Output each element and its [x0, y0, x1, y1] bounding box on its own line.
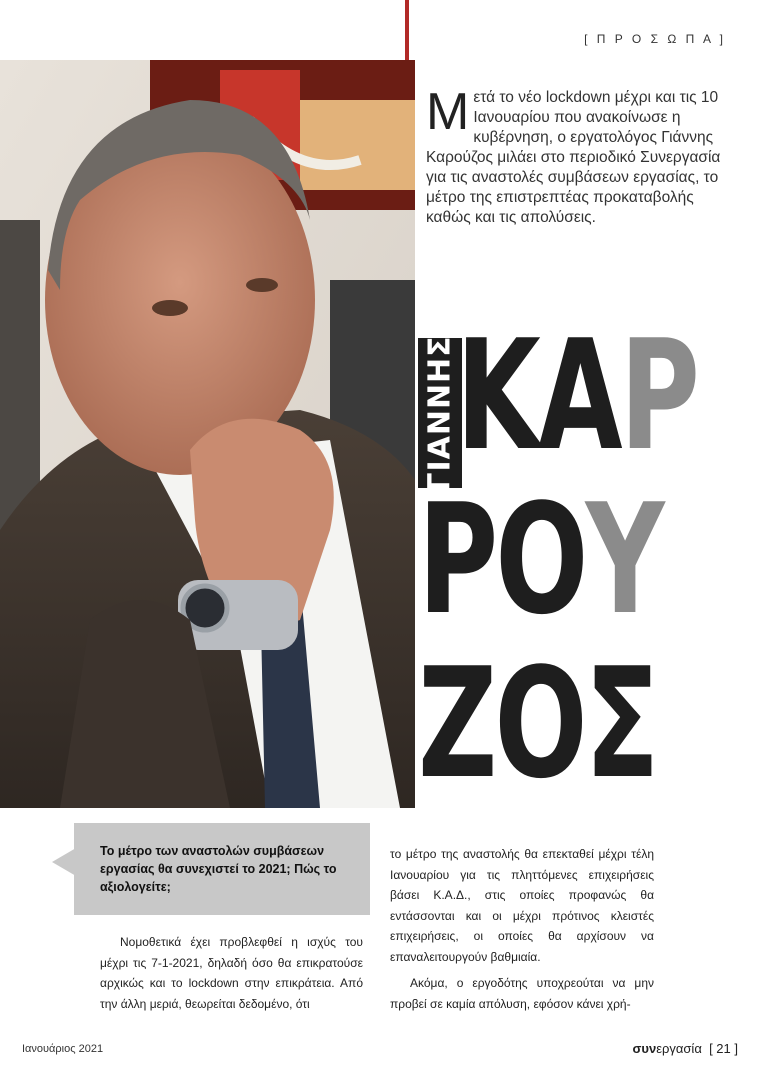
footer-brand	[633, 1041, 739, 1056]
surname-line-3: ΖΟΣ	[418, 635, 657, 812]
surname-line-1-grey: Ρ	[619, 307, 698, 484]
article-column-left	[100, 932, 363, 1014]
surname-line-2	[418, 471, 662, 648]
article-column-right	[390, 844, 654, 1020]
surname-line-2-dark: ΡΟ	[418, 471, 586, 648]
footer-date: Ιανουάριος 2021	[22, 1043, 104, 1055]
surname-line-1-dark: ΚΑ	[456, 307, 620, 484]
portrait-photo	[0, 60, 415, 808]
paragraph: Νομοθετικά έχει προβλεφθεί η ισχύς του μέχρι τις 7-1-2021, δηλαδή όσο θα επικρατούσε αρχικώς και το lockdown στην επικράτεια. Από την άλλη μεριά, θεωρείται δεδομένο, ότι	[100, 935, 363, 1011]
paragraph: το μέτρο της αναστολής θα επεκταθεί μέχρι τέλη Ιανουαρίου για τις πληττόμενες επιχειρήσεις βάσει Κ.Α.Δ., στις οποίες προφανώς θα εντάσσονται και οι μέχρι πρότινος κλειστές επιχειρήσεις, οι οποίες θα αρχίσουν να επαναλειτουργούν βαθμιαία.	[390, 847, 654, 964]
callout-tail	[52, 848, 76, 876]
paragraph: Ακόμα, ο εργοδότης υποχρεούται να μην προβεί σε καμία απόλυση, εφόσον κάνει χρή-	[390, 976, 654, 1011]
brand-rest: εργασία	[656, 1041, 702, 1056]
page-number: [ 21 ]	[709, 1041, 738, 1056]
intro-paragraph	[426, 83, 726, 228]
surname-line-2-grey: Υ	[585, 471, 662, 648]
brand-bold: συν	[632, 1041, 657, 1056]
intro-text: ετά το νέο lockdown μέχρι και τις 10 Ιανουαρίου που ανακοίνωσε η κυβέρνηση, ο εργατολόγος Γιάννης Καρούζος μιλάει στο περιοδικό Συνεργασία για τις αναστολές συμβάσεων εργασίας, το μέτρο της επιστρεπτέας προκαταβολής καθώς και τις απολύσεις.	[426, 89, 721, 226]
question-text: Το μέτρο των αναστολών συμβάσεων εργασίας θα συνεχιστεί το 2021; Πώς το αξιολογείτε;	[100, 844, 337, 894]
surname-line-1	[456, 307, 698, 484]
section-label: [ Π Ρ Ο Σ Ω Π Α ]	[584, 32, 726, 46]
first-name-text: ΓΙΑΝΝΗΣ	[422, 334, 458, 492]
drop-cap: Μ	[426, 83, 470, 141]
